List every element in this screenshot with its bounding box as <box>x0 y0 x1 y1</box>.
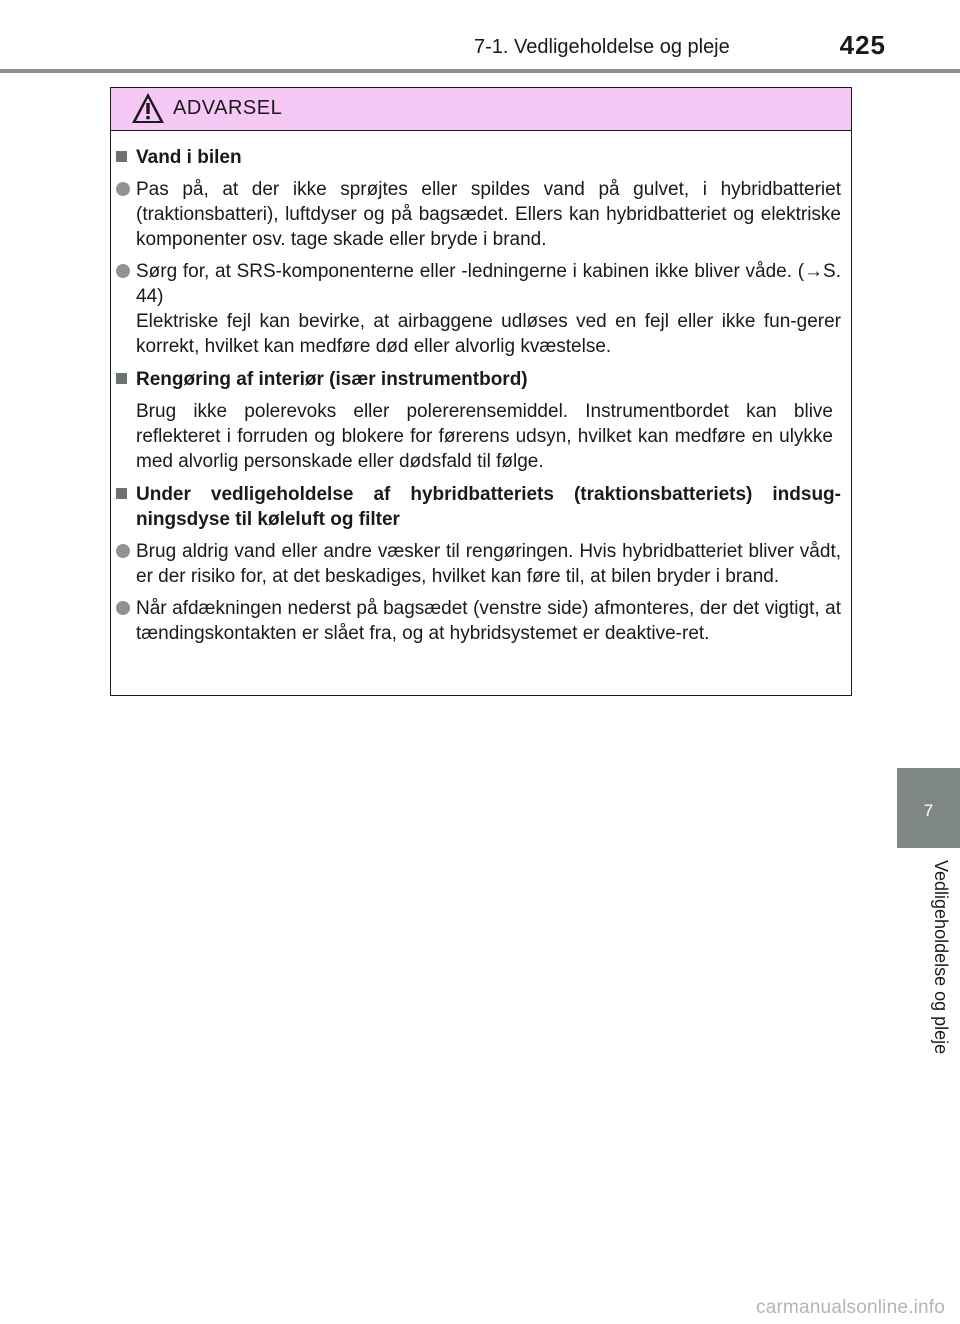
round-bullet-icon <box>116 601 130 615</box>
warning-content <box>111 145 851 646</box>
round-bullet-icon <box>116 264 130 278</box>
list-item: Når afdækningen nederst på bagsædet (venstre side) afmonteres, der det vigtigt, at tændingskontakten er slået fra, og at hybridsystemet er deaktive-ret. <box>111 596 851 646</box>
list-item <box>111 259 851 359</box>
header-section-title: 7-1. Vedligeholdelse og pleje <box>474 36 730 58</box>
electrical-fault-text: Elektriske fejl kan bevirke, at airbaggene udløses ved en fejl eller ikke fun-gerer korrekt, hvilket kan medføre død eller alvorlig kvæstelse. <box>136 311 841 357</box>
watermark: carmanualsonline.info <box>756 1297 946 1318</box>
section-interior <box>111 367 851 474</box>
round-bullet-icon <box>116 544 130 558</box>
section-heading: Under vedligeholdelse af hybridbatteriets (traktionsbatteriets) indsug-ningsdyse til køleluft og filter <box>111 482 851 532</box>
list-item: Brug aldrig vand eller andre væsker til rengøringen. Hvis hybridbatteriet bliver vådt, er der risiko for, at det beskadiges, hvilket kan føre til, at bilen bryder i brand. <box>111 539 851 589</box>
warning-title: ADVARSEL <box>173 97 283 119</box>
warning-triangle-icon <box>131 92 165 124</box>
list-item: Pas på, at der ikke sprøjtes eller spildes vand på gulvet, i hybridbatteriet (traktionsbatteri), luftdyser og på bagsædet. Ellers kan hybridbatteriet og elektriske komponenter osv. tage skade eller bryde i brand. <box>111 177 851 252</box>
round-bullet-icon <box>116 182 130 196</box>
chapter-label: Vedligeholdelse og pleje <box>931 860 951 1055</box>
square-bullet-icon <box>116 488 127 499</box>
section-heading: Rengøring af interiør (især instrumentbord) <box>111 367 851 392</box>
section-heading: Vand i bilen <box>111 145 851 170</box>
srs-line: Sørg for, at SRS-komponenterne eller -ledningerne i kabinen ikke bliver våde. ( <box>136 261 805 282</box>
page-number: 425 <box>839 30 886 60</box>
chapter-tab[interactable] <box>897 768 960 848</box>
warning-box <box>110 87 852 696</box>
chapter-number: 7 <box>923 801 934 820</box>
header-rule <box>0 69 960 73</box>
section-battery-intake <box>111 482 851 646</box>
paragraph: Brug ikke polerevoks eller polererensemiddel. Instrumentbordet kan blive reflekteret i forruden og blokere for førerens udsyn, hvilket kan medføre en ulykke med alvorlig personskade eller dødsfald til følge. <box>136 401 833 472</box>
square-bullet-icon <box>116 373 127 384</box>
warning-header <box>111 88 851 131</box>
square-bullet-icon <box>116 151 127 162</box>
page-reference-link[interactable]: →S. 44) <box>136 261 841 307</box>
section-water <box>111 145 851 359</box>
